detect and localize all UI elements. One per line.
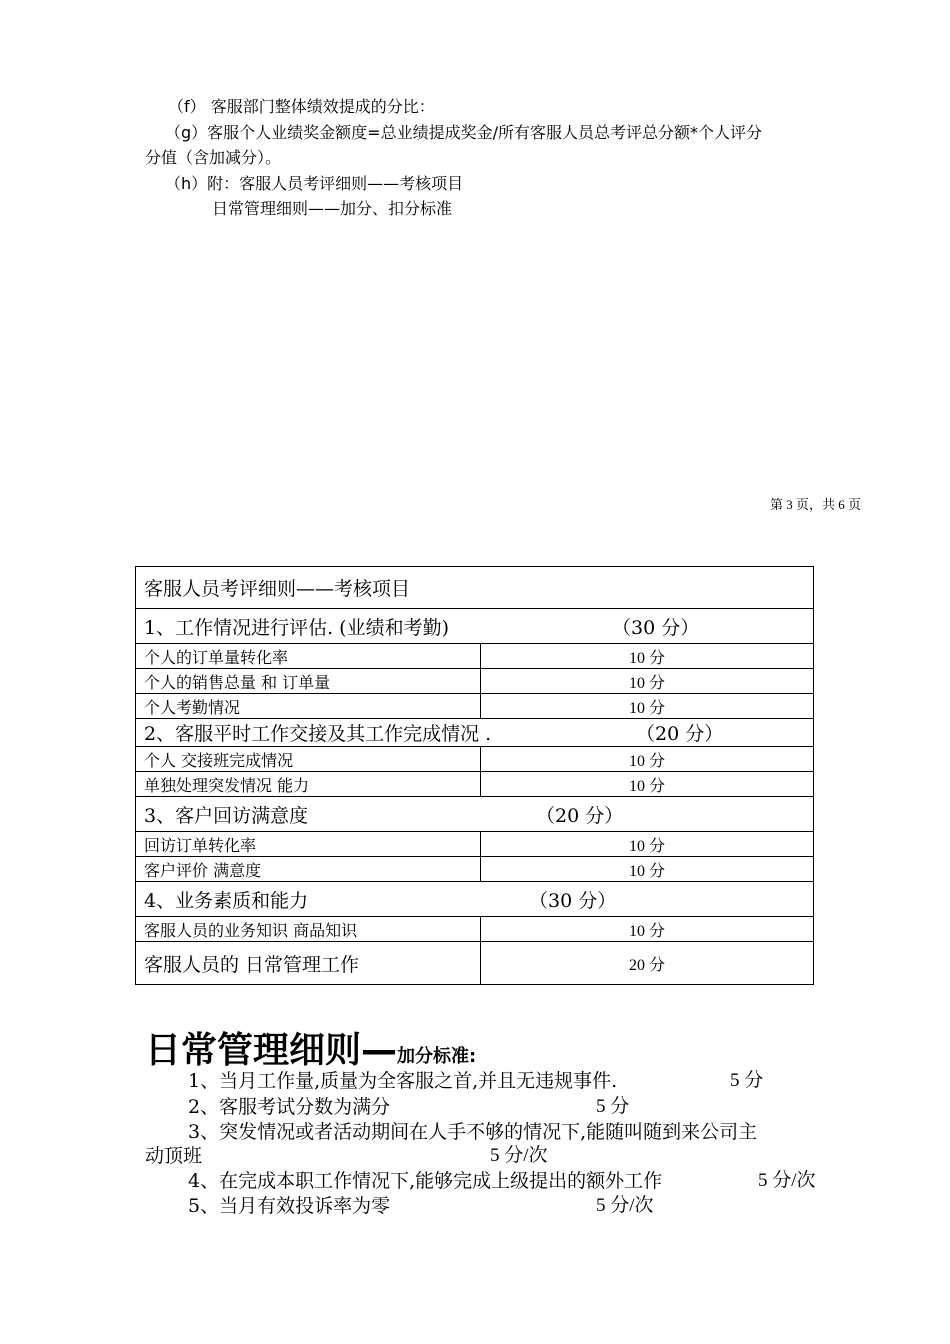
rule-4-points: 5 分/次 [758, 1170, 816, 1191]
daily-rules-heading [145, 1022, 476, 1073]
clause-h-line1: （h）附：客服人员考评细则——考核项目 [165, 174, 464, 193]
section-1-row [136, 609, 814, 644]
item-name: 个人 交接班完成情况 [136, 747, 481, 772]
item-score: 20 分 [481, 942, 814, 985]
item-name: 单独处理突发情况 能力 [136, 772, 481, 797]
item-score: 10 分 [481, 669, 814, 694]
item-name: 个人的销售总量 和 订单量 [136, 669, 481, 694]
item-name: 个人的订单量转化率 [136, 644, 481, 669]
item-name: 客服人员的业务知识 商品知识 [136, 917, 481, 942]
section-2-label: 2、客服平时工作交接及其工作完成情况 . [144, 723, 492, 745]
item-score: 10 分 [481, 857, 814, 882]
item-score: 10 分 [481, 772, 814, 797]
page-number: 第 3 页，共 6 页 [769, 497, 861, 512]
section-4-score: （30 分） [529, 889, 617, 912]
rule-4-text: 4、在完成本职工作情况下,能够完成上级提出的额外工作 [188, 1170, 663, 1192]
section-4-row [136, 882, 814, 917]
clause-f: （f） 客服部门整体绩效提成的分比： [168, 97, 435, 116]
heading-main: 日常管理细则— [145, 1030, 398, 1071]
section-1-score: （30 分） [612, 616, 700, 639]
item-score: 10 分 [481, 917, 814, 942]
table-title: 客服人员考评细则——考核项目 [136, 567, 814, 609]
item-score: 10 分 [481, 644, 814, 669]
rule-1-points: 5 分 [730, 1070, 764, 1091]
rule-1-text: 1、当月工作量,质量为全客服之首,并且无违规事件. [188, 1070, 618, 1092]
item-name: 个人考勤情况 [136, 694, 481, 719]
heading-sub: 加分标准: [397, 1046, 477, 1067]
rule-5-points: 5 分/次 [596, 1195, 654, 1216]
item-score: 10 分 [481, 694, 814, 719]
rule-3-points: 5 分/次 [490, 1145, 548, 1166]
section-4-label: 4、业务素质和能力 [144, 889, 309, 912]
item-name: 客服人员的 日常管理工作 [136, 942, 481, 985]
item-name: 客户评价 满意度 [136, 857, 481, 882]
item-score: 10 分 [481, 832, 814, 857]
clause-g-line2: 分值（含加减分）。 [145, 148, 282, 167]
section-3-label: 3、客户回访满意度 [144, 804, 309, 827]
rule-5-text: 5、当月有效投诉率为零 [188, 1195, 391, 1217]
assessment-table [135, 566, 814, 985]
rule-2-text: 2、客服考试分数为满分 [188, 1096, 391, 1118]
item-name: 回访订单转化率 [136, 832, 481, 857]
section-3-row [136, 797, 814, 832]
clause-g-line1: （g）客服个人业绩奖金额度=总业绩提成奖金/所有客服人员总考评总分额*个人评分 [165, 123, 762, 142]
rule-3-text: 3、突发情况或者活动期间在人手不够的情况下,能随叫随到来公司主 [188, 1121, 758, 1143]
rule-3-text-cont: 动顶班 [145, 1145, 203, 1167]
section-3-score: （20 分） [536, 804, 624, 827]
clause-h-line2: 日常管理细则——加分、扣分标准 [212, 199, 453, 218]
section-1-label: 1、工作情况进行评估. (业绩和考勤) [144, 616, 449, 639]
section-2-row [136, 719, 814, 747]
item-score: 10 分 [481, 747, 814, 772]
section-2-score: （20 分） [636, 723, 724, 745]
rule-2-points: 5 分 [596, 1096, 630, 1117]
